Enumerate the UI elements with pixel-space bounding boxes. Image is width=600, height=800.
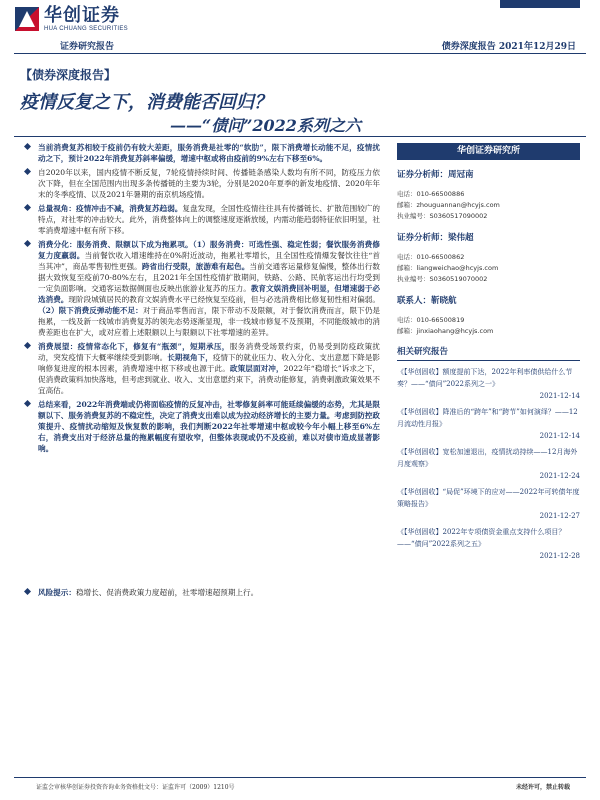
related-heading: 相关研究报告 xyxy=(397,345,580,361)
related-report-link[interactable]: 《【华创固收】宽松加速退出，疫情扰动持续——12月海外月度观察》 xyxy=(397,448,578,468)
company-logo xyxy=(14,6,128,32)
analyst-email-link[interactable]: 邮箱：liangweichao@hcyjs.com xyxy=(397,264,499,272)
related-report-link[interactable]: 《【华创固收】降准后的“跨年”和“跨节”如何演绎？——12月流动性月报》 xyxy=(397,408,578,428)
bullet-diamond-icon xyxy=(24,240,31,247)
footer-copyright: 未经许可，禁止转载 xyxy=(515,784,570,791)
related-report-date: 2021-12-27 xyxy=(539,512,580,520)
report-type-date: 债券深度报告 2021年12月29日 xyxy=(441,42,576,52)
summary-paragraph: 当前消费复苏相较于疫前仍有较大差距，服务消费是社零的“软肋”，限下消费增长动能不足，疫情扰动之下，预计2022年消费复苏斜率偏缓，增速中枢或将由疫前的9%左右下移至6%。 xyxy=(22,142,380,164)
related-report-date: 2021-12-24 xyxy=(539,472,580,480)
analyst-list xyxy=(397,168,580,336)
bullet-diamond-icon xyxy=(24,400,31,407)
related-report-date: 2021-12-14 xyxy=(539,392,580,400)
related-report-date: 2021-12-28 xyxy=(539,552,580,560)
logo-en: HUA CHUANG SECURITIES xyxy=(44,26,128,32)
bullet-diamond-icon xyxy=(24,342,31,349)
risk-warning: 风险提示：稳增长、促消费政策力度超前，社零增速超预期上行。 xyxy=(22,587,380,601)
related-report-date: 2021-12-14 xyxy=(539,432,580,440)
main-body xyxy=(22,142,380,457)
institute-header: 华创证券研究所 xyxy=(397,143,580,160)
report-tag: 【债券深度报告】 xyxy=(20,68,117,82)
related-report-link[interactable]: 《【华创固收】额度提前下达，2022年利率债供给什么节奏？——“债问”2022系列之一》 xyxy=(397,368,573,388)
body-paragraph: 消费分化：服务消费、限额以下成为拖累项。（1）服务消费：可选性强、稳定性弱；餐饮服务消费修复力度羸弱。当前餐饮收入增速维持在0%附近波动，拖累社零增长，且全国性疫情爆发餐饮往往“首当其冲”，商品零售韧性更强。跨省出行受限，旅游难有起色。当前交通客运量修复偏慢，整体出行数据大致恢复至疫前70-80%左右，且2021年全国性疫情扩散期间，铁路、公路、民航客运出行均受到一定负面影响。交通客运数据侧面也反映出旅游业复苏的压力。教育文娱消费回补明显，但增速弱于必选消费。现阶段城镇居民的教育文娱消费水平已经恢复至疫前，但与必选消费相比修复韧性相对偏弱。（2）限下消费反弹动能不足：对于商品零售而言，限下带动不及限额，对于餐饮消费而言，限下仍是拖累，一线及新一线城市消费复苏的领先态势逐渐显现，非一线城市修复不及预期，不同能级城市的消费差距也在扩大，或对应着上述限额以上与限额以下社零增速的差异。 xyxy=(22,239,380,338)
analyst-card: 证券分析师：周冠南 电话：010-66500886 邮箱：zhouguannan@hcyjs.com 执业编号：S0360517090002 xyxy=(397,168,580,221)
related-reports xyxy=(397,345,580,566)
bullet-diamond-icon xyxy=(24,204,31,211)
body-paragraph: 消费展望：疫情常态化下，修复有“瓶颈”，短期承压，服务消费受场景约束，仍易受到防疫政策扰动，突发疫情下大概率继续受到影响。长期视角下，疫情下的就业压力、收入分化、支出意愿下降是影响修复进度的根本因素，消费增速中枢下移或也源于此。政策层面对冲，2022年“稳增长”诉求之下，促消费政策料加快落地，但考虑到就业、收入、支出意愿约束下，消费动能修复，消费刺激政策效果不宜高估。 xyxy=(22,341,380,396)
sidebar xyxy=(397,143,580,346)
footer-license: 证监会审核华创证券投资咨询业务资格批文号：证监许可（2009）1210号 xyxy=(36,784,235,791)
analyst-card: 证券分析师：梁伟超 电话：010-66500862 邮箱：liangweichao@hcyjs.com 执业编号：S0360519070002 xyxy=(397,231,580,284)
bullet-diamond-icon xyxy=(24,588,31,595)
analyst-email-link[interactable]: 邮箱：zhouguannan@hcyjs.com xyxy=(397,201,500,209)
report-subtitle: ——“债问”2022系列之六 xyxy=(170,116,361,135)
related-report-link[interactable]: 《【华创固收】2022年专项债资金重点支持什么项目？——“债问”2022系列之五》 xyxy=(397,528,566,548)
bullet-diamond-icon xyxy=(24,143,31,150)
related-report-link[interactable]: 《【华创固收】“局促”环境下的应对——2022年可转债年度策略报告》 xyxy=(397,488,580,508)
logo-mark-icon xyxy=(14,6,40,32)
bullet-diamond-icon xyxy=(24,168,31,175)
conclusion-paragraph: 总结来看，2022年消费端或仍将面临疫情的反复冲击，社零修复斜率可能延续偏缓的态势，尤其是限额以下、服务消费复苏的不稳定性，决定了消费支出难以成为拉动经济增长的主要力量。考虑到防控政策提升、疫情扰动缩短及恢复数的影响，我们判断2022年社零增速中枢或较今年小幅上移至6%左右，消费支出对于经济总量的拖累幅度有望收窄，但整体表现或仍不及疫前，难以对债市造成显著影响。 xyxy=(22,399,380,454)
body-paragraph: 总量视角：疫情冲击不减，消费复苏趋弱。复盘发现，全国性疫情往往具有传播链长、扩散范围较广的特点，对社零的冲击较大。此外，消费整体向上的调整速度逐渐放缓，内需动能趋弱特征依旧明显，社零消费增速中枢有所下移。 xyxy=(22,203,380,236)
report-title: 疫情反复之下，消费能否回归？ xyxy=(20,92,272,113)
footer-divider xyxy=(14,777,586,778)
contact-card: 联系人：靳晓航 电话：010-66500819 邮箱：jinxiaohang@hcyjs.com xyxy=(397,294,580,336)
contact-email-link[interactable]: 邮箱：jinxiaohang@hcyjs.com xyxy=(397,327,494,335)
department-label: 证券研究报告 xyxy=(60,42,115,52)
top-tab xyxy=(500,0,580,8)
body-paragraph: 自2020年以来，国内疫情不断反复，7轮疫情持续时间、传播链条感染人数均有所不同，防疫压力依次下降，但在全国范围内出现多条传播链的主要为3轮，分别是2020年夏季的新发地疫情、2020年年末的冬季疫情、以及2021年暑期的南京机场疫情。 xyxy=(22,167,380,200)
logo-cn: 华创证券 xyxy=(44,5,120,26)
title-divider xyxy=(14,136,586,137)
header-divider xyxy=(14,53,586,54)
